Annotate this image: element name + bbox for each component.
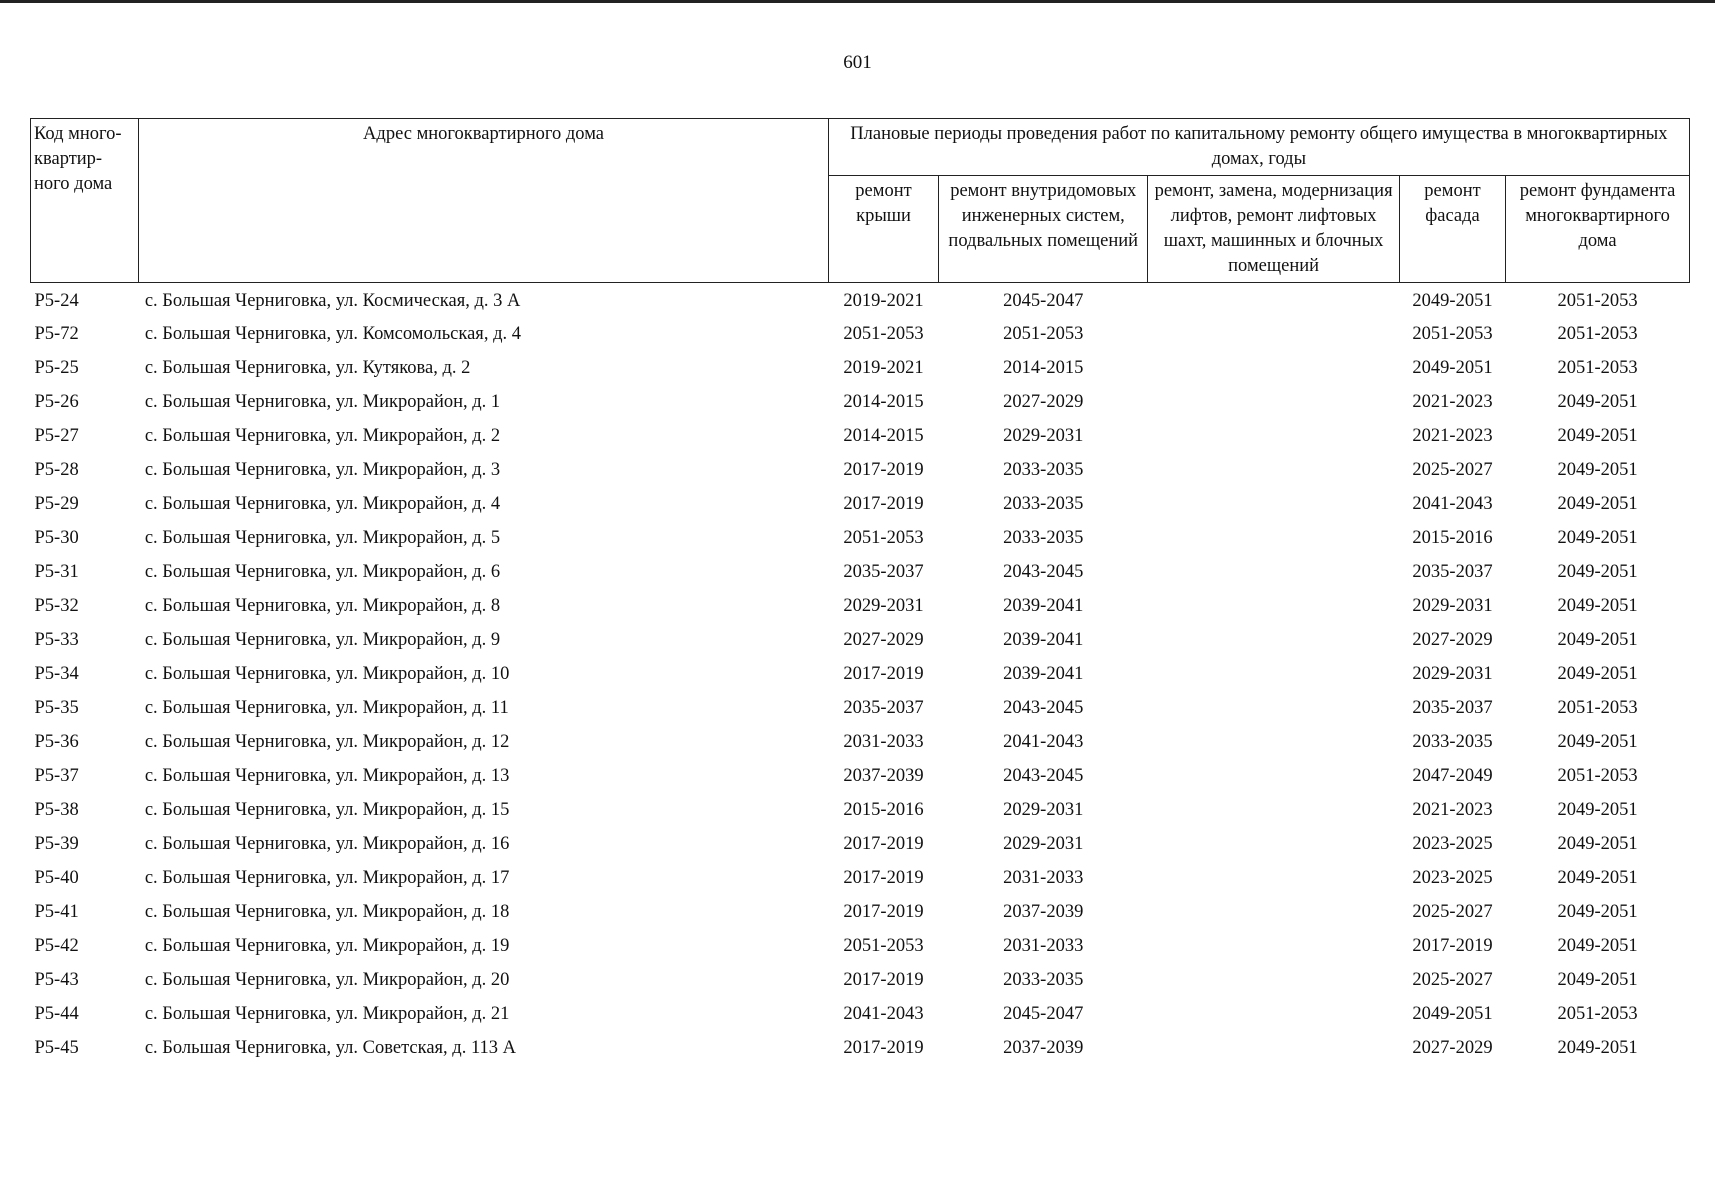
top-rule	[0, 0, 1715, 3]
cell-lifts	[1148, 351, 1400, 385]
table-row	[31, 555, 1690, 589]
cell-facade: 2021-2023	[1412, 392, 1493, 412]
cell-facade: 2025-2027	[1412, 902, 1493, 922]
table-row	[31, 317, 1690, 351]
cell-systems: 2037-2039	[1003, 902, 1084, 922]
cell-facade: 2017-2019	[1412, 936, 1493, 956]
header-foundation: ремонт фундамента многоквартирного дома	[1506, 176, 1690, 283]
cell-lifts	[1148, 929, 1400, 963]
cell-lifts	[1148, 385, 1400, 419]
header-systems: ремонт внутридомовых инженерных систем, подвальных помещений	[939, 176, 1148, 283]
cell-code: Р5-27	[34, 426, 79, 446]
cell-address: с. Большая Черниговка, ул. Микрорайон, д. 2	[144, 426, 501, 446]
cell-code: Р5-24	[34, 291, 79, 311]
cell-foundation: 2049-2051	[1557, 494, 1638, 514]
cell-address: с. Большая Черниговка, ул. Микрорайон, д. 10	[144, 664, 510, 684]
table-row	[31, 521, 1690, 555]
cell-systems: 2043-2045	[1003, 562, 1084, 582]
cell-foundation: 2051-2053	[1557, 324, 1638, 344]
table-row	[31, 385, 1690, 419]
header-address: Адрес многоквартирного дома	[139, 119, 828, 283]
cell-code: Р5-39	[34, 834, 79, 854]
cell-roof: 2019-2021	[843, 291, 924, 311]
cell-facade: 2035-2037	[1412, 562, 1493, 582]
table-row	[31, 623, 1690, 657]
header-roof: ремонт крыши	[828, 176, 939, 283]
cell-code: Р5-43	[34, 970, 79, 990]
cell-roof: 2017-2019	[843, 1038, 924, 1058]
cell-foundation: 2049-2051	[1557, 936, 1638, 956]
page-number: 601	[843, 52, 872, 73]
cell-foundation: 2049-2051	[1557, 902, 1638, 922]
cell-systems: 2043-2045	[1003, 698, 1084, 718]
cell-systems: 2051-2053	[1003, 324, 1084, 344]
cell-roof: 2035-2037	[843, 562, 924, 582]
cell-facade: 2023-2025	[1412, 868, 1493, 888]
cell-code: Р5-44	[34, 1004, 79, 1024]
cell-systems: 2039-2041	[1003, 596, 1084, 616]
table-row	[31, 691, 1690, 725]
cell-facade: 2027-2029	[1412, 1038, 1493, 1058]
cell-systems: 2029-2031	[1003, 800, 1084, 820]
header-facade: ремонт фасада	[1399, 176, 1505, 283]
capital-repair-table	[30, 118, 1690, 1065]
cell-systems: 2029-2031	[1003, 834, 1084, 854]
cell-address: с. Большая Черниговка, ул. Микрорайон, д. 3	[144, 460, 501, 480]
cell-lifts	[1148, 725, 1400, 759]
cell-systems: 2041-2043	[1003, 732, 1084, 752]
cell-address: с. Большая Черниговка, ул. Космическая, д. 3 А	[144, 291, 521, 311]
cell-roof: 2017-2019	[843, 664, 924, 684]
cell-lifts	[1148, 895, 1400, 929]
cell-lifts	[1148, 691, 1400, 725]
table-row	[31, 1031, 1690, 1065]
cell-facade: 2027-2029	[1412, 630, 1493, 650]
cell-facade: 2033-2035	[1412, 732, 1493, 752]
cell-lifts	[1148, 419, 1400, 453]
header-lifts: ремонт, замена, модернизация лифтов, ремонт лифтовых шахт, машинных и блочных помещений	[1148, 176, 1400, 283]
cell-facade: 2023-2025	[1412, 834, 1493, 854]
cell-systems: 2045-2047	[1003, 1004, 1084, 1024]
table-row	[31, 963, 1690, 997]
cell-address: с. Большая Черниговка, ул. Микрорайон, д. 11	[144, 698, 509, 718]
cell-systems: 2033-2035	[1003, 528, 1084, 548]
cell-foundation: 2049-2051	[1557, 1038, 1638, 1058]
cell-facade: 2025-2027	[1412, 970, 1493, 990]
cell-foundation: 2049-2051	[1557, 868, 1638, 888]
cell-systems: 2033-2035	[1003, 970, 1084, 990]
cell-lifts	[1148, 657, 1400, 691]
table-row	[31, 283, 1690, 318]
cell-roof: 2035-2037	[843, 698, 924, 718]
table-row	[31, 793, 1690, 827]
cell-code: Р5-33	[34, 630, 79, 650]
cell-code: Р5-26	[34, 392, 79, 412]
cell-code: Р5-30	[34, 528, 79, 548]
cell-roof: 2017-2019	[843, 834, 924, 854]
cell-lifts	[1148, 1031, 1400, 1065]
cell-lifts	[1148, 521, 1400, 555]
table-row	[31, 827, 1690, 861]
cell-lifts	[1148, 317, 1400, 351]
cell-roof: 2017-2019	[843, 494, 924, 514]
cell-roof: 2041-2043	[843, 1004, 924, 1024]
cell-facade: 2029-2031	[1412, 596, 1493, 616]
cell-roof: 2017-2019	[843, 460, 924, 480]
cell-foundation: 2051-2053	[1557, 358, 1638, 378]
cell-address: с. Большая Черниговка, ул. Микрорайон, д. 12	[144, 732, 510, 752]
cell-address: с. Большая Черниговка, ул. Микрорайон, д. 15	[144, 800, 510, 820]
cell-foundation: 2049-2051	[1557, 392, 1638, 412]
cell-code: Р5-28	[34, 460, 79, 480]
cell-facade: 2035-2037	[1412, 698, 1493, 718]
cell-code: Р5-36	[34, 732, 79, 752]
cell-roof: 2017-2019	[843, 868, 924, 888]
table-row	[31, 725, 1690, 759]
cell-address: с. Большая Черниговка, ул. Микрорайон, д. 20	[144, 970, 510, 990]
cell-facade: 2015-2016	[1412, 528, 1493, 548]
cell-address: с. Большая Черниговка, ул. Микрорайон, д. 8	[144, 596, 501, 616]
cell-systems: 2027-2029	[1003, 392, 1084, 412]
cell-lifts	[1148, 997, 1400, 1031]
cell-code: Р5-32	[34, 596, 79, 616]
cell-code: Р5-38	[34, 800, 79, 820]
cell-systems: 2043-2045	[1003, 766, 1084, 786]
cell-systems: 2045-2047	[1003, 291, 1084, 311]
table-row	[31, 929, 1690, 963]
cell-facade: 2049-2051	[1412, 1004, 1493, 1024]
cell-address: с. Большая Черниговка, ул. Кутякова, д. 2	[144, 358, 471, 378]
table-row	[31, 589, 1690, 623]
cell-facade: 2049-2051	[1412, 358, 1493, 378]
cell-foundation: 2049-2051	[1557, 834, 1638, 854]
header-planned-periods: Плановые периоды проведения работ по капитальному ремонту общего имущества в многоквартирных домах, годы	[828, 119, 1689, 176]
cell-systems: 2014-2015	[1003, 358, 1084, 378]
cell-address: с. Большая Черниговка, ул. Микрорайон, д. 17	[144, 868, 510, 888]
cell-code: Р5-31	[34, 562, 79, 582]
cell-roof: 2014-2015	[843, 426, 924, 446]
cell-code: Р5-45	[34, 1038, 79, 1058]
cell-roof: 2015-2016	[843, 800, 924, 820]
cell-address: с. Большая Черниговка, ул. Микрорайон, д. 6	[144, 562, 501, 582]
cell-code: Р5-40	[34, 868, 79, 888]
cell-lifts	[1148, 453, 1400, 487]
cell-lifts	[1148, 487, 1400, 521]
cell-roof: 2017-2019	[843, 902, 924, 922]
cell-roof: 2017-2019	[843, 970, 924, 990]
cell-foundation: 2049-2051	[1557, 800, 1638, 820]
cell-foundation: 2049-2051	[1557, 562, 1638, 582]
cell-roof: 2051-2053	[843, 324, 924, 344]
cell-roof: 2019-2021	[843, 358, 924, 378]
cell-code: Р5-25	[34, 358, 79, 378]
cell-address: с. Большая Черниговка, ул. Микрорайон, д. 16	[144, 834, 510, 854]
cell-code: Р5-34	[34, 664, 79, 684]
cell-code: Р5-37	[34, 766, 79, 786]
cell-address: с. Большая Черниговка, ул. Микрорайон, д. 21	[144, 1004, 510, 1024]
cell-foundation: 2049-2051	[1557, 970, 1638, 990]
cell-address: с. Большая Черниговка, ул. Микрорайон, д. 18	[144, 902, 510, 922]
cell-roof: 2029-2031	[843, 596, 924, 616]
cell-lifts	[1148, 555, 1400, 589]
cell-systems: 2039-2041	[1003, 664, 1084, 684]
table-row	[31, 419, 1690, 453]
cell-systems: 2037-2039	[1003, 1038, 1084, 1058]
cell-code: Р5-29	[34, 494, 79, 514]
cell-address: с. Большая Черниговка, ул. Микрорайон, д. 1	[144, 392, 501, 412]
cell-roof: 2051-2053	[843, 936, 924, 956]
cell-foundation: 2049-2051	[1557, 528, 1638, 548]
cell-systems: 2031-2033	[1003, 936, 1084, 956]
cell-roof: 2014-2015	[843, 392, 924, 412]
cell-foundation: 2049-2051	[1557, 732, 1638, 752]
cell-foundation: 2051-2053	[1557, 766, 1638, 786]
cell-facade: 2021-2023	[1412, 800, 1493, 820]
table-row	[31, 487, 1690, 521]
cell-roof: 2031-2033	[843, 732, 924, 752]
cell-foundation: 2049-2051	[1557, 596, 1638, 616]
cell-roof: 2051-2053	[843, 528, 924, 548]
cell-address: с. Большая Черниговка, ул. Микрорайон, д. 5	[144, 528, 501, 548]
table-row	[31, 895, 1690, 929]
table-body	[31, 283, 1690, 1066]
cell-systems: 2039-2041	[1003, 630, 1084, 650]
cell-lifts	[1148, 759, 1400, 793]
header-code: Код много-квартир-ного дома	[31, 119, 139, 283]
cell-lifts	[1148, 793, 1400, 827]
cell-lifts	[1148, 827, 1400, 861]
cell-address: с. Большая Черниговка, ул. Советская, д. 113 А	[144, 1038, 517, 1058]
cell-roof: 2027-2029	[843, 630, 924, 650]
cell-facade: 2041-2043	[1412, 494, 1493, 514]
cell-foundation: 2051-2053	[1557, 1004, 1638, 1024]
cell-systems: 2029-2031	[1003, 426, 1084, 446]
cell-foundation: 2049-2051	[1557, 664, 1638, 684]
cell-facade: 2047-2049	[1412, 766, 1493, 786]
cell-foundation: 2049-2051	[1557, 460, 1638, 480]
cell-address: с. Большая Черниговка, ул. Микрорайон, д. 13	[144, 766, 510, 786]
cell-systems: 2031-2033	[1003, 868, 1084, 888]
cell-code: Р5-42	[34, 936, 79, 956]
table-row	[31, 453, 1690, 487]
table-row	[31, 351, 1690, 385]
cell-systems: 2033-2035	[1003, 460, 1084, 480]
cell-facade: 2051-2053	[1412, 324, 1493, 344]
cell-foundation: 2051-2053	[1557, 698, 1638, 718]
cell-facade: 2021-2023	[1412, 426, 1493, 446]
cell-address: с. Большая Черниговка, ул. Микрорайон, д. 9	[144, 630, 501, 650]
cell-address: с. Большая Черниговка, ул. Микрорайон, д. 19	[144, 936, 510, 956]
cell-foundation: 2049-2051	[1557, 426, 1638, 446]
cell-lifts	[1148, 861, 1400, 895]
cell-facade: 2029-2031	[1412, 664, 1493, 684]
cell-lifts	[1148, 589, 1400, 623]
cell-lifts	[1148, 963, 1400, 997]
table-row	[31, 759, 1690, 793]
cell-lifts	[1148, 623, 1400, 657]
table-row	[31, 657, 1690, 691]
cell-code: Р5-41	[34, 902, 79, 922]
cell-foundation: 2051-2053	[1557, 291, 1638, 311]
table-row	[31, 861, 1690, 895]
table-row	[31, 997, 1690, 1031]
cell-roof: 2037-2039	[843, 766, 924, 786]
cell-facade: 2049-2051	[1412, 291, 1493, 311]
cell-facade: 2025-2027	[1412, 460, 1493, 480]
cell-address: с. Большая Черниговка, ул. Микрорайон, д. 4	[144, 494, 501, 514]
cell-code: Р5-35	[34, 698, 79, 718]
cell-systems: 2033-2035	[1003, 494, 1084, 514]
cell-code: Р5-72	[34, 324, 79, 344]
cell-address: с. Большая Черниговка, ул. Комсомольская, д. 4	[144, 324, 521, 344]
cell-foundation: 2049-2051	[1557, 630, 1638, 650]
cell-lifts	[1148, 283, 1400, 318]
